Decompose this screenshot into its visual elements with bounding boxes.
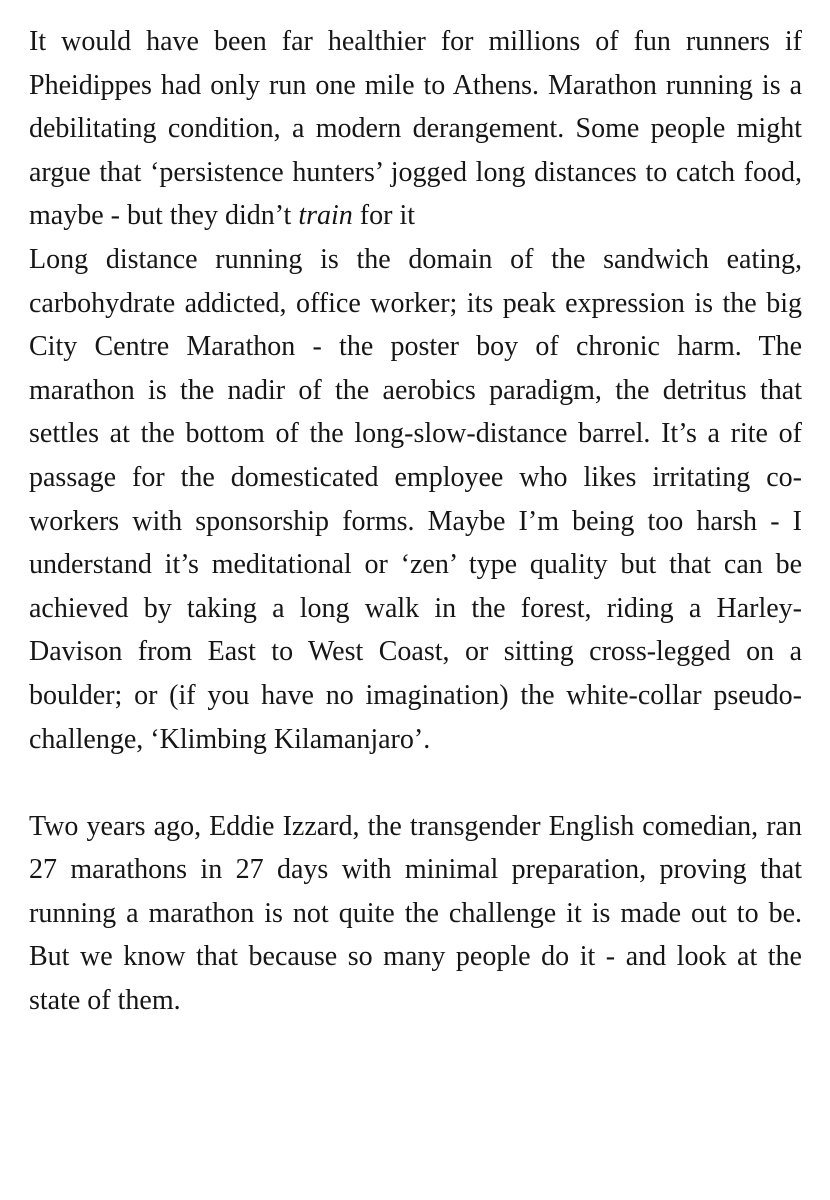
paragraph-1 xyxy=(29,20,802,238)
paragraph-1-ending: for it xyxy=(352,200,416,232)
document-page xyxy=(29,20,802,1023)
paragraph-2: Long distance running is the domain of the sandwich eating, carbohydrate addicted, office worker; its peak expression is the big City Centre Marathon - the poster boy of chronic harm. The marathon is the nadir of the aerobics paradigm, the detritus that settles at the bottom of the long-slow-distance barrel. It’s a rite of passage for the domesticated employee who likes irritating co-workers with sponsorship forms. Maybe I’m being too harsh - I understand it’s meditational or ‘zen’ type quality but that can be achieved by taking a long walk in the forest, riding a Harley-Davison from East to West Coast, or sitting cross-legged on a boulder; or (if you have no imagination) the white-collar pseudo-challenge, ‘Klimbing Kilamanjaro’. xyxy=(29,243,802,755)
paragraph-spacer xyxy=(29,761,802,805)
paragraph-1-text: It would have been far healthier for millions of fun runners if Pheidippes had only run one mile to Athens. Marathon running is a debilitating condition, a modern derangement. Some people might argue that ‘persistence hunters’ jogged long distances to catch food, maybe - but they didn’t xyxy=(29,26,802,232)
paragraph-1-italic-word: train xyxy=(298,200,353,232)
paragraph-3: Two years ago, Eddie Izzard, the transgender English comedian, ran 27 marathons in 27 days with minimal preparation, proving that running a marathon is not quite the challenge it is made out to be. But we know that because so many people do it - and look at the state of them. xyxy=(29,810,802,1017)
